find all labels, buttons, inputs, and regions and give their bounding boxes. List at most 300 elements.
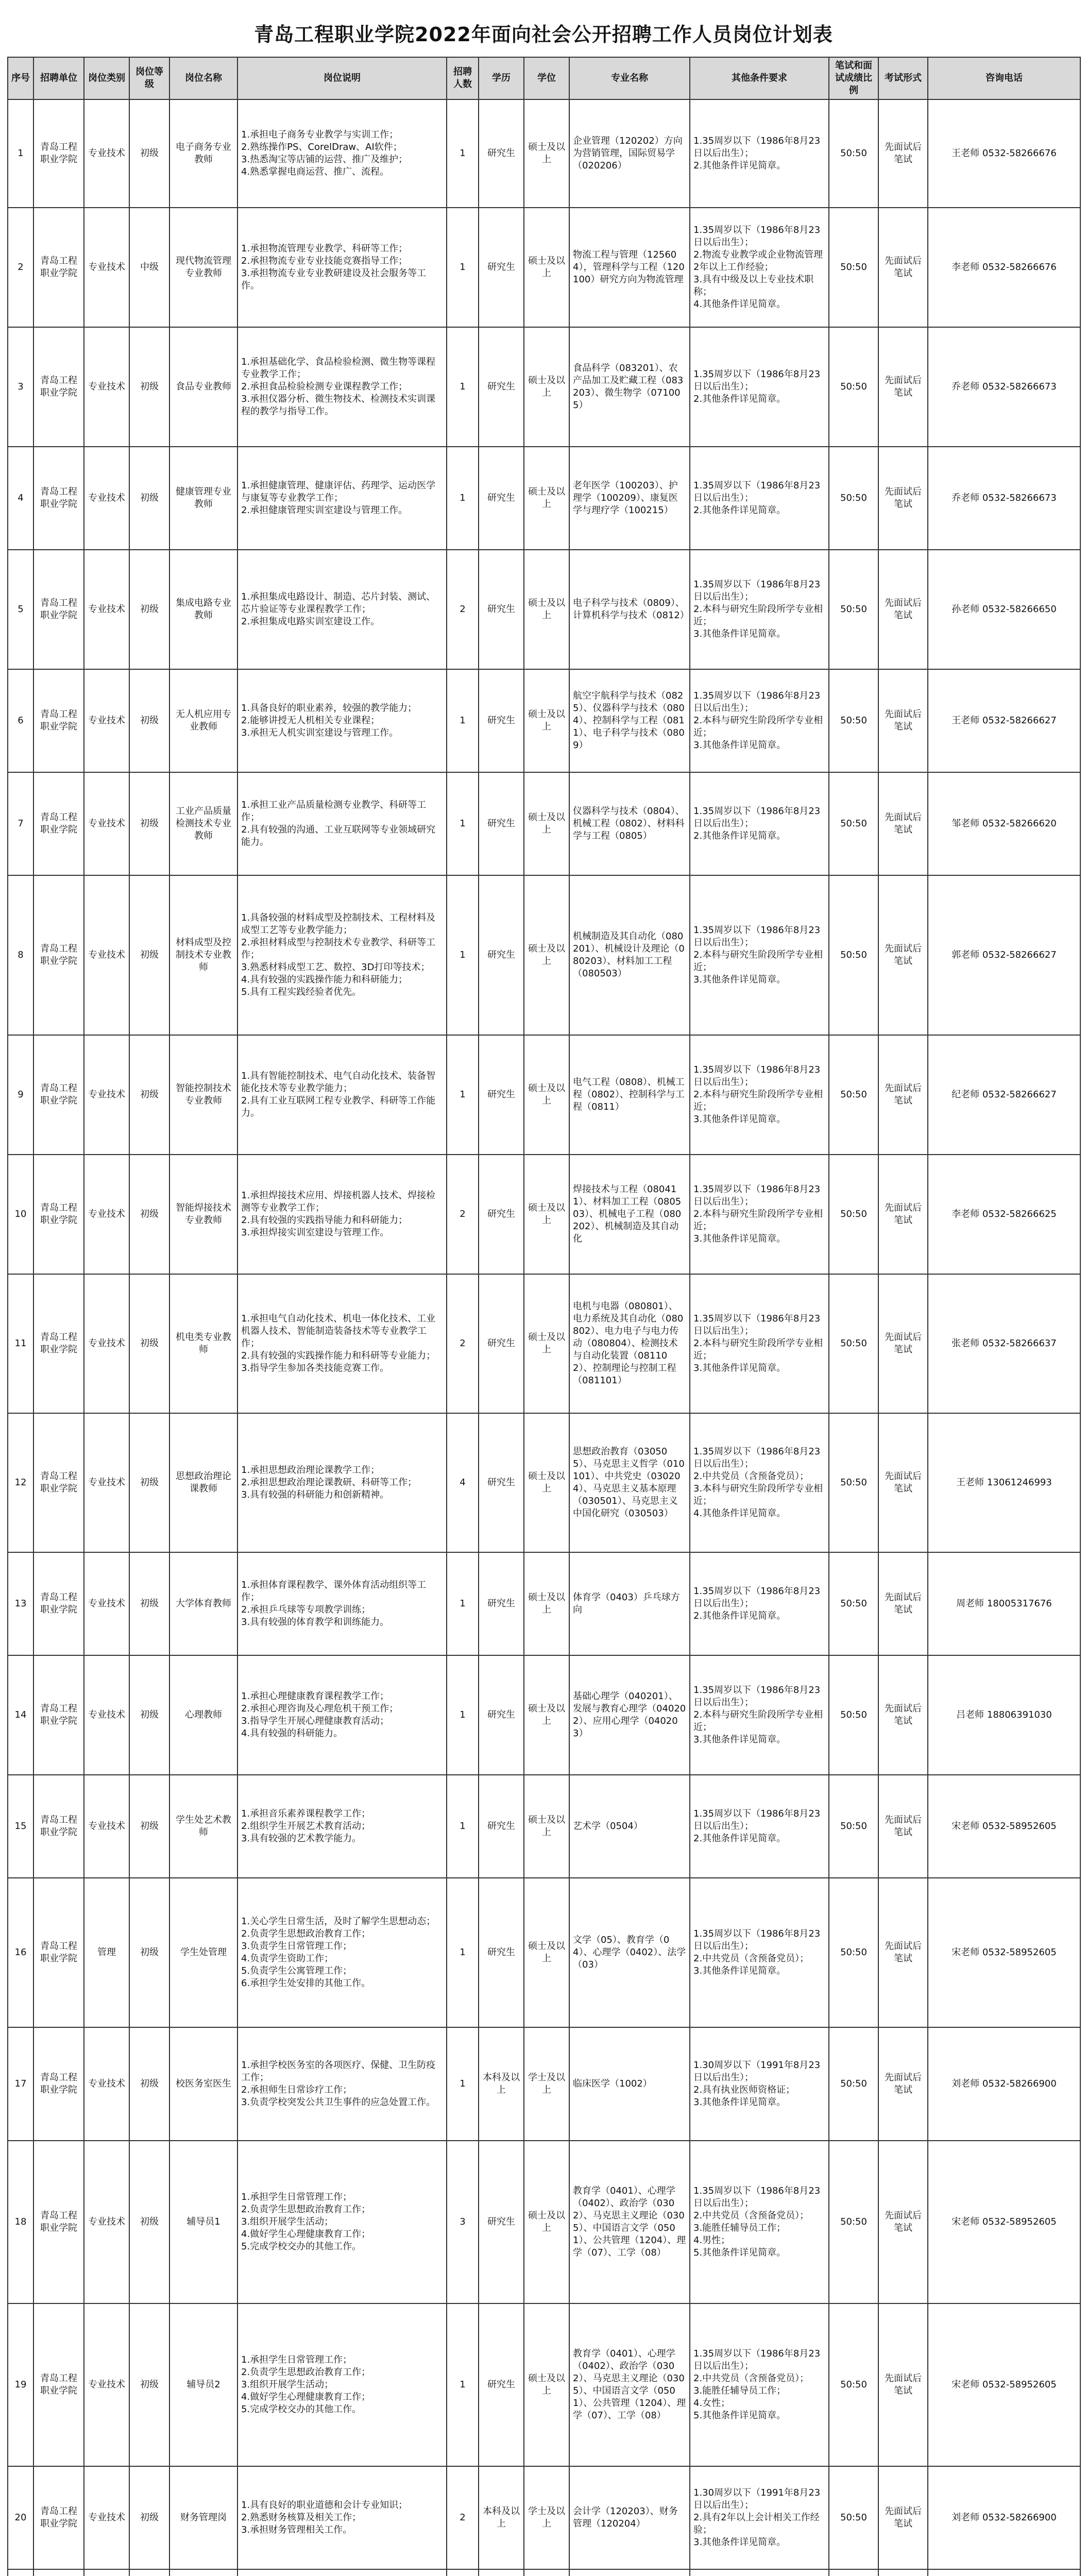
cell-phone: 王老师 0532-58266676: [928, 99, 1080, 208]
cell-degree: 硕士及以上: [524, 1413, 569, 1552]
cell-category: 专业技术: [84, 772, 129, 875]
cell-num: 1: [447, 2303, 479, 2466]
cell-exam: 先面试后笔试: [878, 1413, 928, 1552]
cell-phone: 周老师 18005317676: [928, 1552, 1080, 1655]
cell-num: 1: [447, 1035, 479, 1155]
cell-desc: 1.承担学校医务室的各项医疗、保健、卫生防疫工作； 2.承担师生日常诊疗工作； 3.负责学校突发公共卫生事件的应急处置工作。: [237, 2027, 447, 2141]
table-row: [8, 208, 1080, 327]
cell-ratio: 50:50: [829, 1775, 878, 1878]
cell-desc: 1.承担学生日常管理工作； 2.负责学生思想政治教育工作； 3.组织开展学生活动； 4.做好学生心理健康教育工作； 5.完成学校交办的其他工作。: [237, 2303, 447, 2466]
cell-exam: 先面试后笔试: [878, 2303, 928, 2466]
cell-no: 16: [8, 1878, 33, 2027]
cell-level: 初级: [129, 1878, 169, 2027]
cell-name: 校医务室医生: [169, 2027, 237, 2141]
cell-cond: 1.35周岁以下（1986年8月23日以后出生）； 2.中共党员（含预备党员）； 3.能胜任辅导员工作； 4.男性； 5.其他条件详见简章。: [690, 2141, 829, 2303]
cell-no: [8, 2569, 33, 2576]
cell-cond: 1.35周岁以下（1986年8月23日以后出生）； 2.中共党员（含预备党员）； 3.能胜任辅导员工作； 4.女性； 5.其他条件详见简章。: [690, 2303, 829, 2466]
cell-category: 专业技术: [84, 1035, 129, 1155]
cell-category: 专业技术: [84, 447, 129, 550]
cell-ratio: 50:50: [829, 875, 878, 1035]
cell-cond: 1.35周岁以下（1986年8月23日以后出生）； 2.本科与研究生阶段所学专业相近； 3.其他条件详见简章。: [690, 1655, 829, 1775]
table-row: [8, 1035, 1080, 1155]
header-phone: 咨询电话: [928, 57, 1080, 99]
cell-name: 辅导员1: [169, 2141, 237, 2303]
cell-major: 机械制造及其自动化（080201）、机械设计及理论（080203）、材料加工工程（080503）: [569, 875, 690, 1035]
cell-unit: 青岛工程职业学院: [33, 1655, 84, 1775]
cell-cond: 1.30周岁以下（1991年8月23日以后出生）； 2.具有2年以上会计相关工作经验； 3.其他条件详见简章。: [690, 2466, 829, 2569]
table-row: [8, 1655, 1080, 1775]
header-ratio: 笔试和面试成绩比例: [829, 57, 878, 99]
table-row: [8, 669, 1080, 772]
cell-desc: 1.具备良好的职业素养，较强的教学能力； 2.能够讲授无人机相关专业课程； 3.承担无人机实训室建设与管理工作。: [237, 669, 447, 772]
cell-unit: 青岛工程职业学院: [33, 447, 84, 550]
cell-edu: 研究生: [479, 2303, 524, 2466]
cell-desc: 1.承担基础化学、食品检验检测、微生物等课程专业教学工作； 2.承担食品检验检测专业课程教学工作； 3.承担仪器分析、微生物技术、检测技术实训课程的教学与指导工作。: [237, 327, 447, 447]
cell-name: 健康管理专业教师: [169, 447, 237, 550]
cell-exam: 先面试后笔试: [878, 1035, 928, 1155]
header-exam: 考试形式: [878, 57, 928, 99]
cell-edu: 本科及以上: [479, 2027, 524, 2141]
cell-ratio: 50:50: [829, 772, 878, 875]
cell-exam: 先面试后笔试: [878, 1775, 928, 1878]
cell-unit: [33, 2569, 84, 2576]
cell-cond: 1.35周岁以下（1986年8月23日以后出生）； 2.中共党员（含预备党员）； 3.其他条件详见简章。: [690, 1878, 829, 2027]
table-row: [8, 2303, 1080, 2466]
cell-category: 专业技术: [84, 1155, 129, 1274]
cell-unit: 青岛工程职业学院: [33, 2141, 84, 2303]
cell-phone: 乔老师 0532-58266673: [928, 447, 1080, 550]
cell-major: 艺术学（0504）: [569, 1775, 690, 1878]
cell-degree: 硕士及以上: [524, 1274, 569, 1413]
header-name: 岗位名称: [169, 57, 237, 99]
cell-no: 15: [8, 1775, 33, 1878]
cell-num: 3: [447, 2141, 479, 2303]
cell-exam: 先面试后笔试: [878, 1274, 928, 1413]
cell-desc: 1.承担工业产品质量检测专业教学、科研等工作； 2.具有较强的沟通、工业互联网等专业领域研究能力。: [237, 772, 447, 875]
cell-name: 智能焊接技术专业教师: [169, 1155, 237, 1274]
cell-name: 财务管理岗: [169, 2466, 237, 2569]
cell-cond: 1.35周岁以下（1986年8月23日以后出生）； 2.本科与研究生阶段所学专业相近； 3.其他条件详见简章。: [690, 1155, 829, 1274]
cell-exam: 先面试后笔试: [878, 327, 928, 447]
cell-unit: 青岛工程职业学院: [33, 1413, 84, 1552]
cell-exam: 先面试后笔试: [878, 1878, 928, 2027]
cell-category: 管理: [84, 1878, 129, 2027]
cell-no: 18: [8, 2141, 33, 2303]
cell-phone: 吕老师 18806391030: [928, 1655, 1080, 1775]
cell-no: 8: [8, 875, 33, 1035]
cell-no: 20: [8, 2466, 33, 2569]
table-row: [8, 2466, 1080, 2569]
table-row: [8, 1878, 1080, 2027]
cell-no: 10: [8, 1155, 33, 1274]
cell-category: 专业技术: [84, 1552, 129, 1655]
cell-category: 专业技术: [84, 1775, 129, 1878]
cell-num: 2: [447, 1155, 479, 1274]
cell-major: 电机与电器（080801）、电力系统及其自动化（080802）、电力电子与电力传动（080804）、检测技术与自动化装置（081102）、控制理论与控制工程（081101）: [569, 1274, 690, 1413]
cell-degree: 硕士及以上: [524, 1655, 569, 1775]
cell-no: 17: [8, 2027, 33, 2141]
cell-level: 初级: [129, 669, 169, 772]
cell-no: 1: [8, 99, 33, 208]
cell-phone: 宋老师 0532-58952605: [928, 1878, 1080, 2027]
cell-ratio: [829, 2569, 878, 2576]
cell-category: 专业技术: [84, 550, 129, 669]
cell-edu: 研究生: [479, 1155, 524, 1274]
cell-category: 专业技术: [84, 1274, 129, 1413]
cell-level: 初级: [129, 875, 169, 1035]
cell-unit: 青岛工程职业学院: [33, 1155, 84, 1274]
cell-level: [129, 2569, 169, 2576]
cell-unit: 青岛工程职业学院: [33, 1878, 84, 2027]
cell-cond: 1.35周岁以下（1986年8月23日以后出生）； 2.其他条件详见简章。: [690, 1552, 829, 1655]
document-title: 青岛工程职业学院2022年面向社会公开招聘工作人员岗位计划表: [254, 23, 833, 46]
cell-desc: 1.承担音乐素养课程教学工作； 2.组织学生开展艺术教育活动； 3.具有较强的艺术教学能力。: [237, 1775, 447, 1878]
cell-edu: 研究生: [479, 1413, 524, 1552]
cell-degree: 硕士及以上: [524, 2141, 569, 2303]
table-header-row: [8, 57, 1080, 99]
cell-num: 1: [447, 327, 479, 447]
cell-major: [569, 2569, 690, 2576]
cell-unit: 青岛工程职业学院: [33, 1775, 84, 1878]
cell-edu: 研究生: [479, 208, 524, 327]
cell-unit: 青岛工程职业学院: [33, 669, 84, 772]
cell-desc: 1.承担焊接技术应用、焊接机器人技术、焊接检测等专业教学工作； 2.具有较强的实践指导能力和科研能力； 3.承担焊接实训室建设与管理工作。: [237, 1155, 447, 1274]
cell-desc: 1.承担集成电路设计、制造、芯片封装、测试、芯片验证等专业课程教学工作； 2.承担集成电路实训室建设工作。: [237, 550, 447, 669]
cell-name: 机电类专业教师: [169, 1274, 237, 1413]
cell-num: 1: [447, 1878, 479, 2027]
cell-num: 1: [447, 669, 479, 772]
cell-category: 专业技术: [84, 2466, 129, 2569]
cell-unit: 青岛工程职业学院: [33, 327, 84, 447]
table-row: [8, 99, 1080, 208]
table-row: [8, 1155, 1080, 1274]
cell-category: 专业技术: [84, 1655, 129, 1775]
cell-desc: 1.承担健康管理、健康评估、药理学、运动医学与康复等专业教学工作； 2.承担健康管理实训室建设与管理工作。: [237, 447, 447, 550]
cell-name: 工业产品质量检测技术专业教师: [169, 772, 237, 875]
cell-ratio: 50:50: [829, 1878, 878, 2027]
cell-edu: 研究生: [479, 327, 524, 447]
header-cond: 其他条件要求: [690, 57, 829, 99]
cell-desc: 1.承担物流管理专业教学、科研等工作； 2.承担物流专业专业技能竞赛指导工作； 3.承担物流专业专业教研建设及社会服务等工作。: [237, 208, 447, 327]
cell-unit: 青岛工程职业学院: [33, 1552, 84, 1655]
cell-exam: 先面试后笔试: [878, 2027, 928, 2141]
cell-name: 心理教师: [169, 1655, 237, 1775]
cell-major: 基础心理学（040201）、发展与教育心理学（040202）、应用心理学（040203）: [569, 1655, 690, 1775]
cell-exam: 先面试后笔试: [878, 2466, 928, 2569]
cell-major: 仪器科学与技术（0804）、机械工程（0802）、材料科学与工程（0805）: [569, 772, 690, 875]
cell-name: 智能控制技术专业教师: [169, 1035, 237, 1155]
cell-ratio: 50:50: [829, 2141, 878, 2303]
header-level: 岗位等级: [129, 57, 169, 99]
cell-num: 1: [447, 1775, 479, 1878]
table-row: [8, 875, 1080, 1035]
cell-edu: 研究生: [479, 550, 524, 669]
cell-no: 5: [8, 550, 33, 669]
cell-degree: 硕士及以上: [524, 1155, 569, 1274]
cell-major: 电气工程（0808）、机械工程（0802）、控制科学与工程（0811）: [569, 1035, 690, 1155]
cell-phone: 李老师 0532-58266676: [928, 208, 1080, 327]
cell-exam: 先面试后笔试: [878, 550, 928, 669]
cell-name: 无人机应用专业教师: [169, 669, 237, 772]
cell-level: 初级: [129, 550, 169, 669]
cell-exam: 先面试后笔试: [878, 1655, 928, 1775]
cell-ratio: 50:50: [829, 327, 878, 447]
cell-level: 初级: [129, 99, 169, 208]
cell-no: 7: [8, 772, 33, 875]
cell-desc: 1.承担体育课程教学、课外体育活动组织等工作； 2.承担乒乓球等专项教学训练； 3.具有较强的体育教学和训练能力。: [237, 1552, 447, 1655]
cell-major: 食品科学（083201）、农产品加工及贮藏工程（083203）、微生物学（071005）: [569, 327, 690, 447]
cell-name: 大学体育教师: [169, 1552, 237, 1655]
table-row: [8, 2569, 1080, 2576]
cell-level: 初级: [129, 1155, 169, 1274]
cell-desc: 1.承担心理健康教育课程教学工作； 2.承担心理咨询及心理危机干预工作； 3.指导学生开展心理健康教育活动； 4.具有较强的科研能力。: [237, 1655, 447, 1775]
header-major: 专业名称: [569, 57, 690, 99]
cell-desc: 1.承担思想政治理论课教学工作； 2.承担思想政治理论课教研、科研等工作； 3.具有较强的科研能力和创新精神。: [237, 1413, 447, 1552]
cell-degree: 硕士及以上: [524, 1775, 569, 1878]
table-row: [8, 447, 1080, 550]
cell-phone: 刘老师 0532-58266900: [928, 2027, 1080, 2141]
cell-exam: 先面试后笔试: [878, 772, 928, 875]
cell-edu: 研究生: [479, 669, 524, 772]
cell-cond: 1.35周岁以下（1986年8月23日以后出生）； 2.其他条件详见简章。: [690, 1775, 829, 1878]
cell-phone: 郭老师 0532-58266627: [928, 875, 1080, 1035]
cell-level: 初级: [129, 447, 169, 550]
cell-major: 教育学（0401）、心理学（0402）、政治学（0302）、马克思主义理论（0305）、中国语言文学（0501）、公共管理（1204）、理学（07）、工学（08）: [569, 2303, 690, 2466]
cell-unit: 青岛工程职业学院: [33, 1274, 84, 1413]
cell-phone: 纪老师 0532-58266627: [928, 1035, 1080, 1155]
cell-ratio: 50:50: [829, 1655, 878, 1775]
cell-cond: 1.35周岁以下（1986年8月23日以后出生）； 2.中共党员（含预备党员）； 3.本科与研究生阶段所学专业相近； 4.其他条件详见简章。: [690, 1413, 829, 1552]
cell-exam: [878, 2569, 928, 2576]
cell-num: 1: [447, 772, 479, 875]
cell-unit: 青岛工程职业学院: [33, 2466, 84, 2569]
cell-level: 初级: [129, 2141, 169, 2303]
cell-unit: 青岛工程职业学院: [33, 1035, 84, 1155]
cell-no: 11: [8, 1274, 33, 1413]
cell-no: 12: [8, 1413, 33, 1552]
cell-edu: 本科及以上: [479, 2466, 524, 2569]
cell-name: 电子商务专业教师: [169, 99, 237, 208]
cell-name: 现代物流管理专业教师: [169, 208, 237, 327]
table-body: [8, 99, 1080, 2576]
cell-degree: 硕士及以上: [524, 1878, 569, 2027]
cell-exam: 先面试后笔试: [878, 208, 928, 327]
cell-exam: 先面试后笔试: [878, 1155, 928, 1274]
table-row: [8, 550, 1080, 669]
cell-exam: 先面试后笔试: [878, 2141, 928, 2303]
cell-level: 初级: [129, 2303, 169, 2466]
cell-unit: 青岛工程职业学院: [33, 772, 84, 875]
cell-degree: 硕士及以上: [524, 327, 569, 447]
header-num: 招聘人数: [447, 57, 479, 99]
table-row: [8, 772, 1080, 875]
cell-ratio: 50:50: [829, 669, 878, 772]
cell-degree: 硕士及以上: [524, 447, 569, 550]
cell-level: 初级: [129, 1775, 169, 1878]
cell-degree: 硕士及以上: [524, 99, 569, 208]
cell-unit: 青岛工程职业学院: [33, 99, 84, 208]
header-category: 岗位类别: [84, 57, 129, 99]
cell-cond: 1.35周岁以下（1986年8月23日以后出生）； 2.物流专业教学或企业物流管理2年以上工作经验； 3.具有中级及以上专业技术职称； 4.其他条件详见简章。: [690, 208, 829, 327]
cell-degree: 硕士及以上: [524, 669, 569, 772]
cell-category: 专业技术: [84, 2027, 129, 2141]
cell-edu: 研究生: [479, 772, 524, 875]
cell-name: 学生处管理: [169, 1878, 237, 2027]
header-edu: 学历: [479, 57, 524, 99]
cell-desc: 1.具有良好的职业道德和会计专业知识； 2.熟悉财务核算及相关工作； 3.承担财务管理相关工作。: [237, 2466, 447, 2569]
cell-major: 临床医学（1002）: [569, 2027, 690, 2141]
cell-desc: [237, 2569, 447, 2576]
cell-level: 中级: [129, 208, 169, 327]
cell-cond: 1.35周岁以下（1986年8月23日以后出生）； 2.其他条件详见简章。: [690, 772, 829, 875]
cell-unit: 青岛工程职业学院: [33, 208, 84, 327]
cell-major: 思想政治教育（030505）、马克思主义哲学（010101）、中共党史（030204）、马克思主义基本原理（030501）、马克思主义中国化研究（030503）: [569, 1413, 690, 1552]
cell-edu: [479, 2569, 524, 2576]
cell-cond: 1.35周岁以下（1986年8月23日以后出生）； 2.本科与研究生阶段所学专业相近； 3.其他条件详见简章。: [690, 875, 829, 1035]
cell-cond: [690, 2569, 829, 2576]
cell-edu: 研究生: [479, 875, 524, 1035]
cell-phone: 宋老师 0532-58952605: [928, 1775, 1080, 1878]
cell-category: 专业技术: [84, 669, 129, 772]
cell-edu: 研究生: [479, 1274, 524, 1413]
cell-desc: 1.具有智能控制技术、电气自动化技术、装备智能化技术等专业教学能力； 2.具有工业互联网工程专业教学、科研等工作能力。: [237, 1035, 447, 1155]
cell-edu: 研究生: [479, 1035, 524, 1155]
cell-no: 9: [8, 1035, 33, 1155]
cell-category: 专业技术: [84, 2141, 129, 2303]
cell-num: 1: [447, 447, 479, 550]
header-desc: 岗位说明: [237, 57, 447, 99]
cell-category: 专业技术: [84, 208, 129, 327]
cell-degree: 硕士及以上: [524, 1552, 569, 1655]
cell-num: 1: [447, 99, 479, 208]
cell-level: 初级: [129, 327, 169, 447]
cell-major: 文学（05）、教育学（04）、心理学（0402）、法学（03）: [569, 1878, 690, 2027]
cell-no: 13: [8, 1552, 33, 1655]
cell-num: 1: [447, 2027, 479, 2141]
cell-name: 思想政治理论课教师: [169, 1413, 237, 1552]
cell-ratio: 50:50: [829, 2303, 878, 2466]
cell-degree: 硕士及以上: [524, 875, 569, 1035]
cell-ratio: 50:50: [829, 1552, 878, 1655]
cell-degree: 硕士及以上: [524, 2303, 569, 2466]
cell-phone: 张老师 0532-58266637: [928, 1274, 1080, 1413]
cell-cond: 1.35周岁以下（1986年8月23日以后出生）； 2.其他条件详见简章。: [690, 447, 829, 550]
cell-degree: 学士及以上: [524, 2466, 569, 2569]
cell-degree: [524, 2569, 569, 2576]
cell-desc: 1.关心学生日常生活，及时了解学生思想动态； 2.负责学生思想政治教育工作； 3.负责学生日常管理工作； 4.负责学生资助工作； 5.负责学生公寓管理工作； 6.承担学生处安排的其他工作。: [237, 1878, 447, 2027]
cell-level: 初级: [129, 1274, 169, 1413]
cell-degree: 硕士及以上: [524, 772, 569, 875]
cell-name: 材料成型及控制技术专业教师: [169, 875, 237, 1035]
cell-exam: 先面试后笔试: [878, 669, 928, 772]
cell-category: 专业技术: [84, 875, 129, 1035]
cell-category: 专业技术: [84, 2303, 129, 2466]
cell-phone: 王老师 13061246993: [928, 1413, 1080, 1552]
cell-phone: 邹老师 0532-58266620: [928, 772, 1080, 875]
cell-phone: 乔老师 0532-58266673: [928, 327, 1080, 447]
cell-level: 初级: [129, 2027, 169, 2141]
cell-no: 14: [8, 1655, 33, 1775]
cell-desc: 1.具备较强的材料成型及控制技术、工程材料及成型工艺等专业教学能力； 2.承担材料成型与控制技术专业教学、科研等工作； 3.熟悉材料成型工艺、数控、3D打印等技术； 4.具有较强的实践操作能力和科研能力； 5.具有工程实践经验者优先。: [237, 875, 447, 1035]
cell-num: [447, 2569, 479, 2576]
cell-ratio: 50:50: [829, 1413, 878, 1552]
cell-ratio: 50:50: [829, 1274, 878, 1413]
cell-edu: 研究生: [479, 1878, 524, 2027]
cell-num: 2: [447, 1274, 479, 1413]
cell-cond: 1.30周岁以下（1991年8月23日以后出生）； 2.具有执业医师资格证； 3.其他条件详见简章。: [690, 2027, 829, 2141]
cell-desc: 1.承担学生日常管理工作； 2.负责学生思想政治教育工作； 3.组织开展学生活动； 4.做好学生心理健康教育工作； 5.完成学校交办的其他工作。: [237, 2141, 447, 2303]
cell-ratio: 50:50: [829, 99, 878, 208]
cell-major: 焊接技术与工程（080411）、材料加工工程（080503）、机械电子工程（080202）、机械制造及其自动化: [569, 1155, 690, 1274]
cell-unit: 青岛工程职业学院: [33, 875, 84, 1035]
cell-cond: 1.35周岁以下（1986年8月23日以后出生）； 2.本科与研究生阶段所学专业相近； 3.其他条件详见简章。: [690, 1035, 829, 1155]
table-row: [8, 2027, 1080, 2141]
cell-major: 教育学（0401）、心理学（0402）、政治学（0302）、马克思主义理论（0305）、中国语言文学（0501）、公共管理（1204）、理学（07）、工学（08）: [569, 2141, 690, 2303]
cell-no: 4: [8, 447, 33, 550]
header-degree: 学位: [524, 57, 569, 99]
cell-unit: 青岛工程职业学院: [33, 2303, 84, 2466]
cell-cond: 1.35周岁以下（1986年8月23日以后出生）； 2.本科与研究生阶段所学专业相近； 3.其他条件详见简章。: [690, 550, 829, 669]
cell-edu: 研究生: [479, 1775, 524, 1878]
cell-major: 体育学（0403）乒乓球方向: [569, 1552, 690, 1655]
cell-major: 物流工程与管理（125604），管理科学与工程（120100）研究方向为物流管理: [569, 208, 690, 327]
cell-exam: 先面试后笔试: [878, 1552, 928, 1655]
cell-major: 会计学（120203）、财务管理（120204）: [569, 2466, 690, 2569]
cell-no: 19: [8, 2303, 33, 2466]
cell-edu: 研究生: [479, 1552, 524, 1655]
table-row: [8, 1775, 1080, 1878]
cell-degree: 硕士及以上: [524, 550, 569, 669]
cell-category: 专业技术: [84, 1413, 129, 1552]
cell-edu: 研究生: [479, 99, 524, 208]
table-row: [8, 327, 1080, 447]
cell-no: 2: [8, 208, 33, 327]
cell-cond: 1.35周岁以下（1986年8月23日以后出生）； 2.本科与研究生阶段所学专业相近； 3.其他条件详见简章。: [690, 1274, 829, 1413]
cell-ratio: 50:50: [829, 2027, 878, 2141]
cell-category: [84, 2569, 129, 2576]
cell-major: 老年医学（100203）、护理学（100209）、康复医学与理疗学（100215）: [569, 447, 690, 550]
cell-unit: 青岛工程职业学院: [33, 550, 84, 669]
cell-category: 专业技术: [84, 327, 129, 447]
cell-degree: 硕士及以上: [524, 208, 569, 327]
cell-name: [169, 2569, 237, 2576]
cell-level: 初级: [129, 1655, 169, 1775]
cell-num: 4: [447, 1413, 479, 1552]
cell-unit: 青岛工程职业学院: [33, 2027, 84, 2141]
cell-level: 初级: [129, 1552, 169, 1655]
cell-level: 初级: [129, 2466, 169, 2569]
cell-num: 2: [447, 550, 479, 669]
cell-cond: 1.35周岁以下（1986年8月23日以后出生）； 2.其他条件详见简章。: [690, 99, 829, 208]
cell-major: 电子科学与技术（0809）、计算机科学与技术（0812）: [569, 550, 690, 669]
cell-major: 航空宇航科学与技术（0825）、仪器科学与技术（0804）、控制科学与工程（0811）、电子科学与技术（0809）: [569, 669, 690, 772]
table-row: [8, 2141, 1080, 2303]
cell-exam: 先面试后笔试: [878, 875, 928, 1035]
cell-phone: 宋老师 0532-58952605: [928, 2141, 1080, 2303]
cell-level: 初级: [129, 1035, 169, 1155]
cell-phone: 刘老师 0532-58266900: [928, 2466, 1080, 2569]
cell-num: 1: [447, 875, 479, 1035]
cell-phone: 孙老师 0532-58266650: [928, 550, 1080, 669]
cell-num: 1: [447, 1552, 479, 1655]
cell-category: 专业技术: [84, 99, 129, 208]
cell-ratio: 50:50: [829, 550, 878, 669]
cell-num: 1: [447, 208, 479, 327]
cell-name: 集成电路专业教师: [169, 550, 237, 669]
cell-edu: 研究生: [479, 2141, 524, 2303]
cell-ratio: 50:50: [829, 447, 878, 550]
cell-edu: 研究生: [479, 447, 524, 550]
